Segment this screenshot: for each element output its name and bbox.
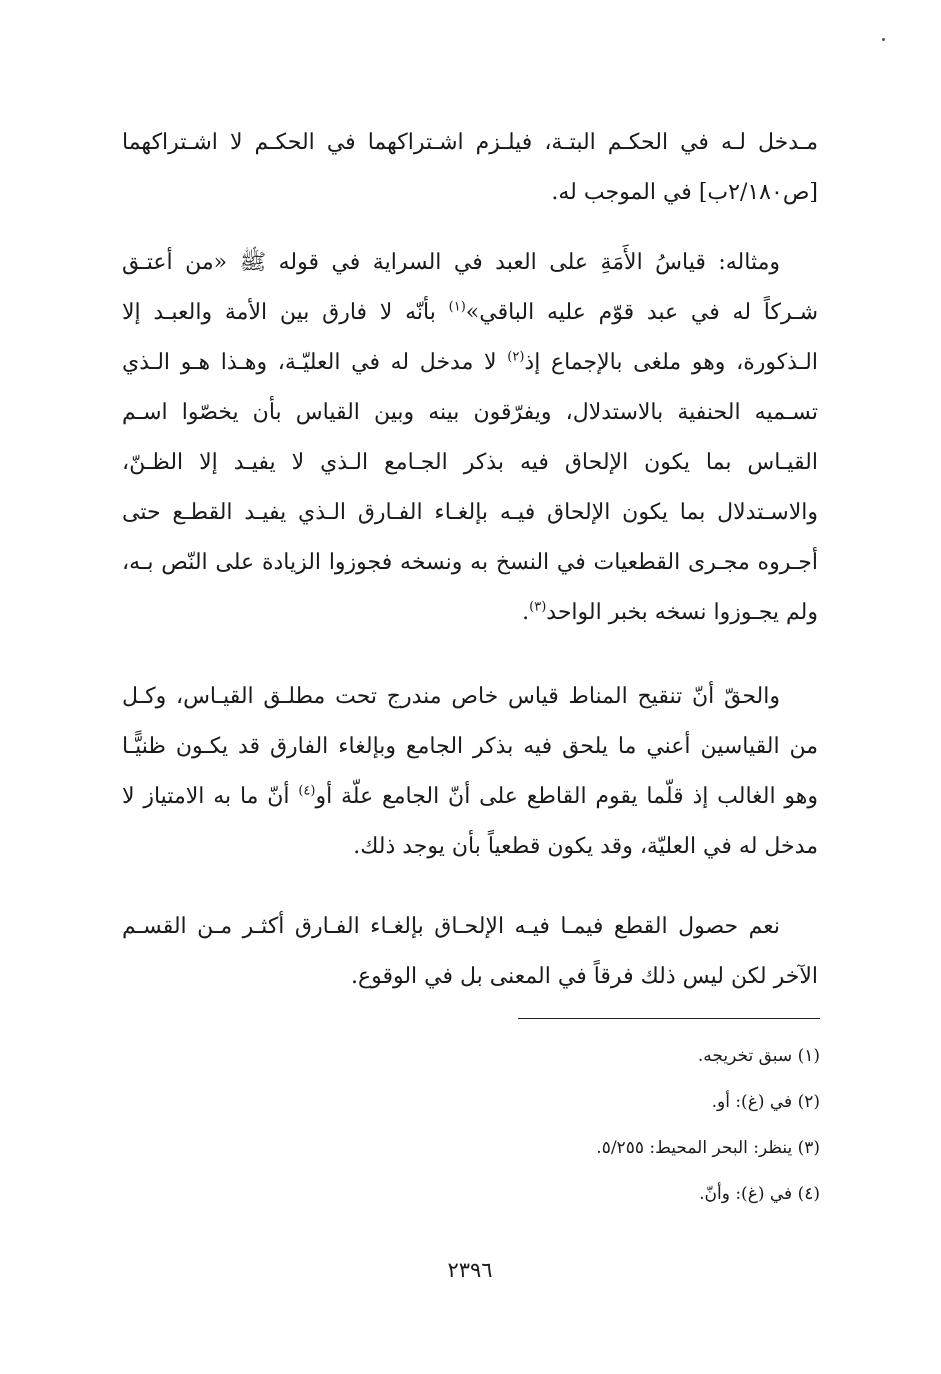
paragraph-2 [122, 238, 818, 638]
paragraph-3 [122, 672, 818, 872]
footnote-ref-1[interactable]: (١) [448, 299, 466, 315]
paragraph-2-text [122, 238, 818, 638]
paragraph-4 [122, 902, 818, 1002]
page-number: ٢٣٩٦ [447, 1258, 493, 1282]
paragraph-1-text: مـدخل لـه في الحكـم البتـة، فيلـزم اشـتراكهما في الحكـم لا اشـتراكهما [ص٢/١٨٠ب] في الموجب له. [122, 130, 818, 205]
footnote-4: (٤) في (غ): وأنّ. [699, 1184, 820, 1204]
paragraph-2-part-b: بأنّه لا فارق بين الأمة والعبـد إلا الـذكورة، وهو ملغى بالإجماع إذ [122, 300, 818, 375]
paragraph-2-part-a: ومثاله: قياسُ الأَمَةِ على العبد في السراية في قوله ﷺ «من أعتـق شـركاً له في عبد قوّم عليه الباقي» [122, 250, 819, 325]
footnote-3: (٣) ينظر: البحر المحيط: ٥/٢٥٥. [596, 1138, 820, 1158]
footnote-ref-2[interactable]: (٢) [507, 349, 525, 365]
footnote-1: (١) سبق تخريجه. [697, 1046, 820, 1066]
footnote-ref-3[interactable]: (٣) [529, 599, 547, 615]
footnotes-section [420, 1033, 820, 1217]
corner-dot-mark [882, 38, 885, 41]
paragraph-2-part-c: لا مدخل له في العليّـة، وهـذا هـو الـذي تسـميه الحنفية بالاستدلال، ويفرّقون بينه وبين القياس بأن يخصّوا اسـم القيـاس بما يكون الإلحاق فيه بذكر الجـامع الـذي لا يفيـد إلا الظـنّ، والاسـتدلال بما يكون الإلحاق فيـه بإلغـاء الفـارق الـذي يفيـد القطـع حتى أجـروه مجـرى القطعيات في النسخ به ونسخه فجوزوا الزيادة على النّص بـه، ولم يجـوزوا نسخه بخبر الواحد [122, 350, 818, 625]
footnote-2: (٢) في (غ): أو. [711, 1092, 820, 1112]
paragraph-3-part-a: والحقّ أنّ تنقيح المناط قياس خاص مندرج تحت مطلـق القيـاس، وكـل من القياسين أعني ما يلحق فيه بذكر الجامع وبإلغاء الفارق قد يكـون ظنيًّـا وهو الغالب إذ قلّما يقوم القاطع على أنّ الجامع علّة أو [122, 684, 819, 809]
footnote-ref-4[interactable]: (٤) [298, 783, 316, 799]
paragraph-1 [122, 118, 818, 218]
paragraph-2-part-d: . [522, 600, 530, 625]
paragraph-4-text: نعم حصول القطع فيمـا فيـه الإلحـاق بإلغـاء الفـارق أكثـر مـن القسـم الآخر لكن ليس ذلك فرقاً في المعنى بل في الوقوع. [122, 914, 818, 989]
paragraph-3-part-b: أنّ ما به الامتياز لا مدخل له في العليّة، وقد يكون قطعياً بأن يوجد ذلك. [122, 784, 818, 859]
footnote-separator [518, 1018, 820, 1019]
paragraph-3-text [122, 672, 818, 872]
